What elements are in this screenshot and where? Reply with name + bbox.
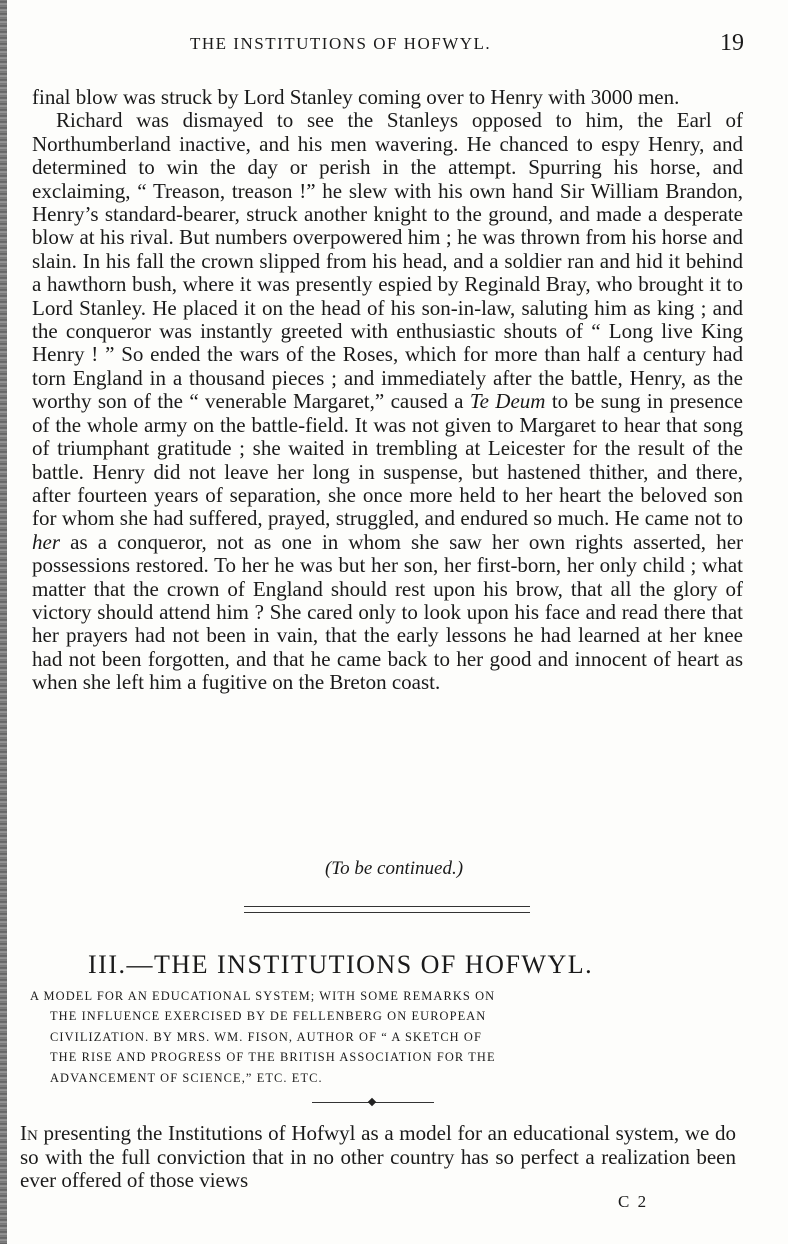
running-head: THE INSTITUTIONS OF HOFWYL. <box>190 34 492 53</box>
page-number: 19 <box>720 30 744 56</box>
section-intro <box>20 1122 736 1193</box>
paragraph-battle-part-a: Richard was dismayed to see the Stanleys opposed to him, the Earl of Northumberland inactive, and his men wavering. He chanced to espy Henry, and determined to win the day or perish in the attempt. Spurring his horse, and exclaiming, “ Treason, treason !” he slew with his own hand Sir William Brandon, Henry’s standard-bearer, struck another knight to the ground, and made a desperate blow at his rival. But numbers overpowered him ; he was thrown from his horse and slain. In his fall the crown slipped from his head, and a soldier ran and hid it behind a hawthorn bush, where it was presently espied by Reginald Bray, who brought it to Lord Stanley. He placed it on the head of his son-in-law, saluting him as king ; and the conqueror was instantly greeted with enthusiastic shouts of “ Long live King Henry ! ” So ended the wars of the Roses, which for more than half a century had torn England in a thousand pieces ; and immediately after the battle, Henry, as the worthy son of the “ venerable Margaret,” caused a <box>32 108 743 414</box>
to-be-continued: (To be continued.) <box>324 858 464 879</box>
subtitle-line: A MODEL FOR AN EDUCATIONAL SYSTEM; WITH SOME REMARKS ON <box>30 989 496 1003</box>
section-divider <box>244 906 530 913</box>
paragraph-battle-part-c: as a conqueror, not as one in whom she saw her own rights asserted, her possessions restored. To her he was but her son, her first-born, her only child ; what matter that the crown of England should rest upon his brow, that all the glory of victory should attend him ? She cared only to look upon his face and read there that her prayers had not been in vain, that the early lessons he had learned at her knee had not been forgotten, and that he came back to her good and innocent of heart as when she left him a fugitive on the Breton coast. <box>32 529 744 695</box>
section-title: III.—THE INSTITUTIONS OF HOFWYL. <box>88 950 594 979</box>
subtitle-line: THE RISE AND PROGRESS OF THE BRITISH ASSOCIATION FOR THE <box>50 1050 496 1065</box>
intro-lead-word: In <box>20 1121 38 1145</box>
subtitle-line: CIVILIZATION. BY MRS. WM. FISON, AUTHOR OF “ A SKETCH OF <box>50 1029 482 1044</box>
diamond-ornament-icon <box>368 1098 376 1106</box>
te-deum-italic: Te Deum <box>469 389 546 414</box>
section-subtitle <box>30 986 738 1088</box>
paragraph-battle <box>32 109 743 694</box>
her-emphasis: her <box>32 529 60 554</box>
article-body <box>32 86 743 695</box>
intro-text: presenting the Institutions of Hofwyl as a model for an educational system, we do so with the full conviction that in no other country has so perfect a realization been ever offered of those views <box>20 1121 736 1193</box>
subtitle-line: THE INFLUENCE EXERCISED BY DE FELLENBERG ON EUROPEAN <box>50 1009 487 1024</box>
subtitle-line: ADVANCEMENT OF SCIENCE,” ETC. ETC. <box>50 1070 323 1085</box>
binding-edge <box>0 0 7 1244</box>
paragraph-opening: final blow was struck by Lord Stanley coming over to Henry with 3000 men. <box>32 85 680 109</box>
paragraph-battle-part-b: to be sung in presence of the whole army on the battle-field. It was not given to Margaret to hear that song of triumphant gratitude ; she waited in trembling at Leicester for the result of the battle. Henry did not leave her long in suspense, but hastened thither, and there, after fourteen years of separation, she once more held to her heart the beloved son for whom she had suffered, prayed, struggled, and endured so much. He came not to <box>32 389 743 531</box>
intro-paragraph <box>20 1122 736 1193</box>
signature-mark: C 2 <box>618 1192 649 1211</box>
